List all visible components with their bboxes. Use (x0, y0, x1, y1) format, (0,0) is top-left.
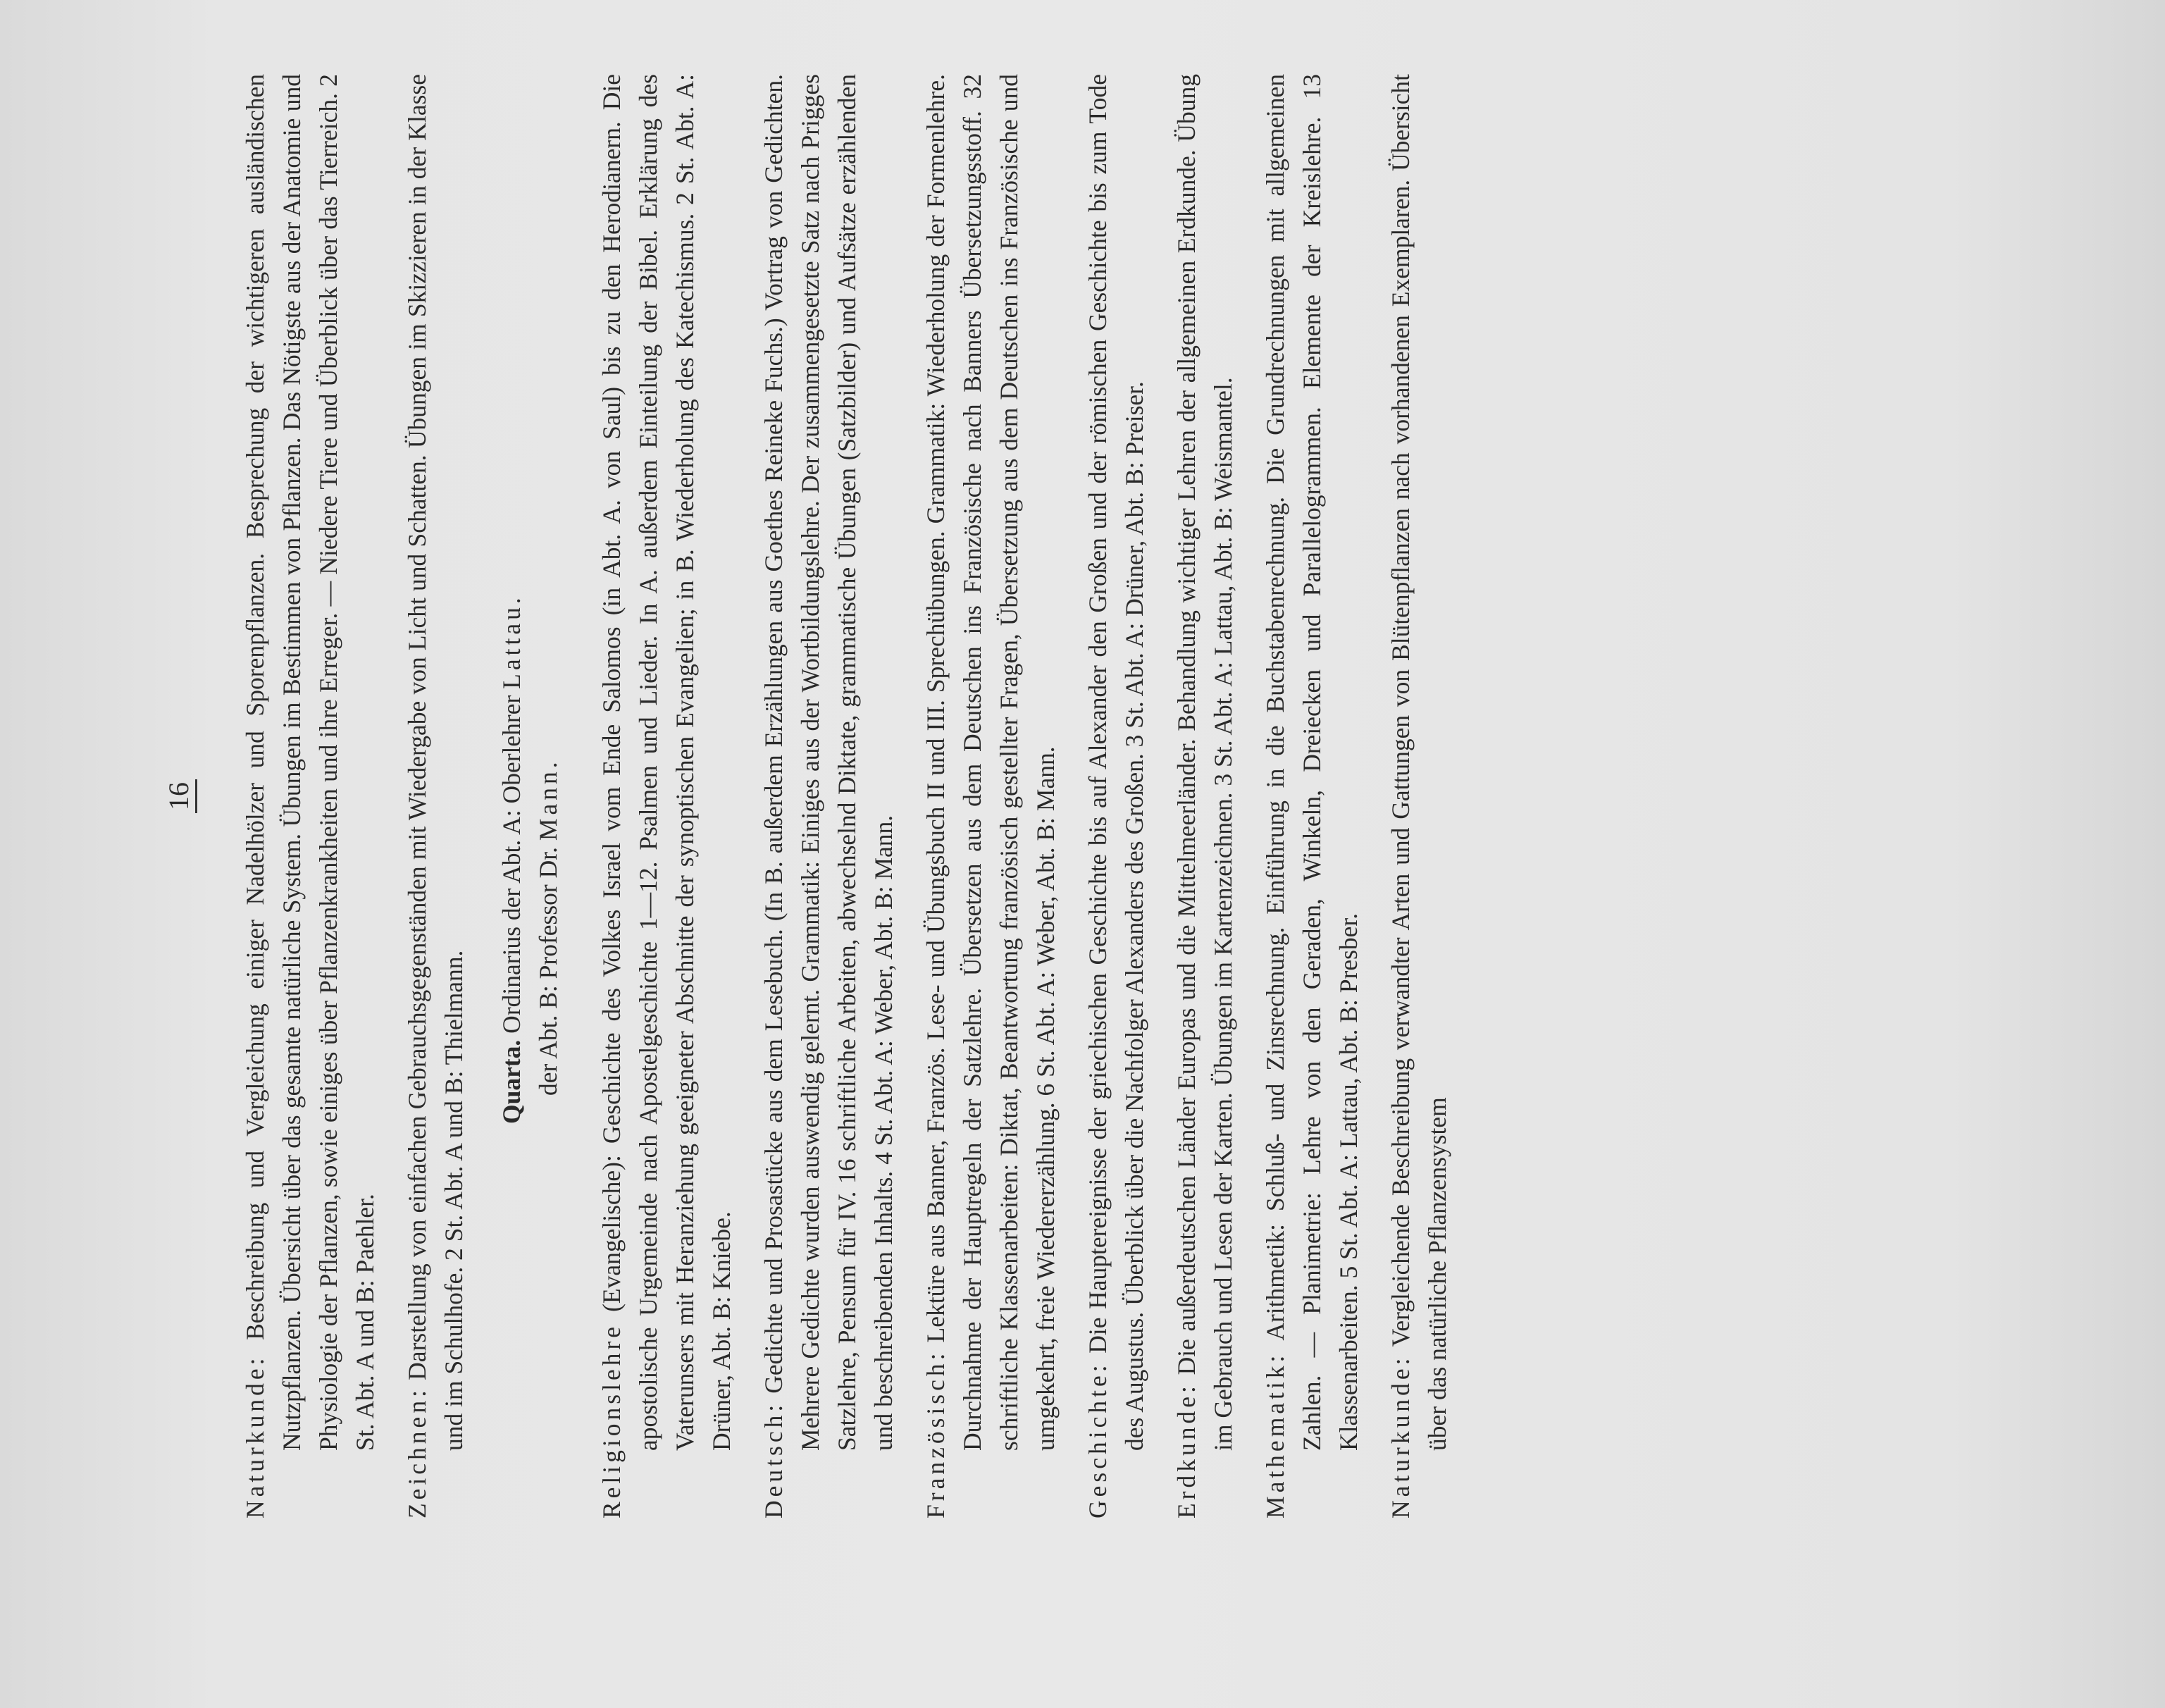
class-heading-line-1: Quarta. Ordinarius der Abt. A: Oberlehrer Lattau. (497, 594, 526, 1124)
paragraph-franzoesisch (917, 74, 1064, 1518)
paragraph-text: Die Hauptereignisse der griechischen Geschichte bis auf Alexander den Großen und der römischen Geschichte bis zum Tode des Augustus. Überblick über die Nachfolger Alexanders des Großen. 3 St. Abt. A: Drüner, Abt. B: Preiser. (1084, 74, 1148, 1451)
paragraph-text: Die außerdeutschen Länder Europas und die Mittelmeerländer. Behandlung wichtiger Lehren der allgemeinen Erdkunde. Übung im Gebrauch und Lesen der Karten. Übungen im Kartenzeichnen. 3 St. Abt. A: Lattau, Abt. B: Weismantel. (1172, 73, 1237, 1451)
paragraph-geschichte (1079, 74, 1153, 1518)
paragraph-text: Arithmetik: Schluß- und Zinsrechnung. Einführung in die Buchstabenrechnung. Die Grundrechnungen mit allgemeinen Zahlen. — Planimetrie: Lehre von den Geraden, Winkeln, Dreiecken und Parallelogrammen. Elemente der Kreislehre. 13 Klassenarbeiten. 5 St. Abt. A: Lattau, Abt. B: Presber. (1261, 74, 1363, 1451)
paragraph-deutsch (755, 74, 902, 1518)
paragraph-erdkunde (1168, 74, 1241, 1518)
subject-label: Naturkunde: (241, 1354, 269, 1518)
rotated-page-content (162, 74, 1952, 1518)
subject-label: Naturkunde: (1387, 1354, 1415, 1518)
class-heading-line-2: der Abt. B: Professor Dr. Mann. (534, 758, 562, 1096)
teacher-name: Mann. (534, 758, 562, 841)
paragraph-text: Darstellung von einfachen Gebrauchsgegenständen mit Wiedergabe von Licht und Schatten. Übungen im Skizzieren in der Klasse und im Schulhofe. 2 St. Abt. A und B: Thielmann. (403, 73, 468, 1451)
paragraph-text: (Evangelische): Geschichte des Volkes Israel vom Ende Salomos (in Abt. A. von Saul) bis zu den Herodianern. Die apostolische Urgemeinde nach Apostelgeschichte 1—12. Psalmen und Lieder. In A. außerdem Einteilung der Bibel. Erklärung des Vaterunsers mit Heranziehung geeigneter Abschnitte der synoptischen Evangelien; in B. Wiederholung des Katechismus. 2 St. Abt. A: Drüner, Abt. B: Kniebe. (597, 74, 736, 1451)
subject-label: Erdkunde: (1172, 1382, 1201, 1518)
paragraph-text: Gedichte und Prosastücke aus dem Lesebuch. (In B. außerdem Erzählungen aus Goethes Reineke Fuchs.) Vortrag von Gedichten. Mehrere Gedichte wurden auswendig gelernt. Grammatik: Einiges aus der Wortbildungslehre. Der zusammengesetzte Satz nach Prigges Satzlehre, Pensum für IV. 16 schriftliche Arbeiten, abwechselnd Diktate, grammatische Übungen (Satzbilder) und Aufsätze erzählenden und beschreibenden Inhalts. 4 St. Abt. A: Weber, Abt. B: Mann. (759, 74, 898, 1451)
paragraph-naturkunde-quarta (1382, 74, 1456, 1518)
paragraph-zeichnen (399, 74, 472, 1518)
paragraph-religionslehre (593, 74, 740, 1518)
paragraph-text: Lektüre aus Banner, Französ. Lese- und Übungsbuch II und III. Sprechübungen. Grammatik: Wiederholung der Formenlehre. Durchnahme der Hauptregeln der Satzlehre. Übersetzen aus dem Deutschen ins Französische nach Banners Übersetzungsstoff. 32 schriftliche Klassenarbeiten: Diktat, Beantwortung französisch gestellter Fragen, Übersetzung aus dem Deutschen ins Französische und umgekehrt, freie Wiedererzählung. 6 St. Abt. A: Weber, Abt. B: Mann. (922, 73, 1060, 1451)
class-heading-quarta (493, 74, 566, 1124)
paragraph-mathematik (1257, 74, 1367, 1518)
paragraph-naturkunde (237, 74, 383, 1518)
subject-label: Deutsch: (759, 1401, 788, 1518)
subject-label: Mathematik: (1261, 1351, 1289, 1518)
paragraph-text: Vergleichende Beschreibung verwandter Arten und Gattungen von Blütenpflanzen nach vorhandenen Exemplaren. Übersicht über das natürliche Pflanzensystem (1387, 74, 1451, 1451)
subject-label: Religionslehre (597, 1323, 626, 1518)
teacher-name: Lattau. (497, 594, 526, 689)
subject-label: Zeichnen: (403, 1387, 431, 1518)
class-name: Quarta. (497, 1039, 526, 1124)
subject-label: Geschichte: (1084, 1361, 1112, 1518)
paragraph-text: Beschreibung und Vergleichung einiger Nadelhölzer und Sporenpflanzen. Besprechung der wichtigeren ausländischen Nutzpflanzen. Übersicht über das gesamte natürliche System. Übungen im Bestimmen von Pflanzen. Das Nötigste aus der Anatomie und Physiologie der Pflanzen, sowie einiges über Pflanzenkrankheiten und ihre Erreger. — Niedere Tiere und Überblick über das Tierreich. 2 St. Abt. A und B: Paehler. (241, 74, 379, 1451)
page-number: 16 (162, 74, 204, 1518)
subject-label: Französisch: (922, 1349, 950, 1518)
